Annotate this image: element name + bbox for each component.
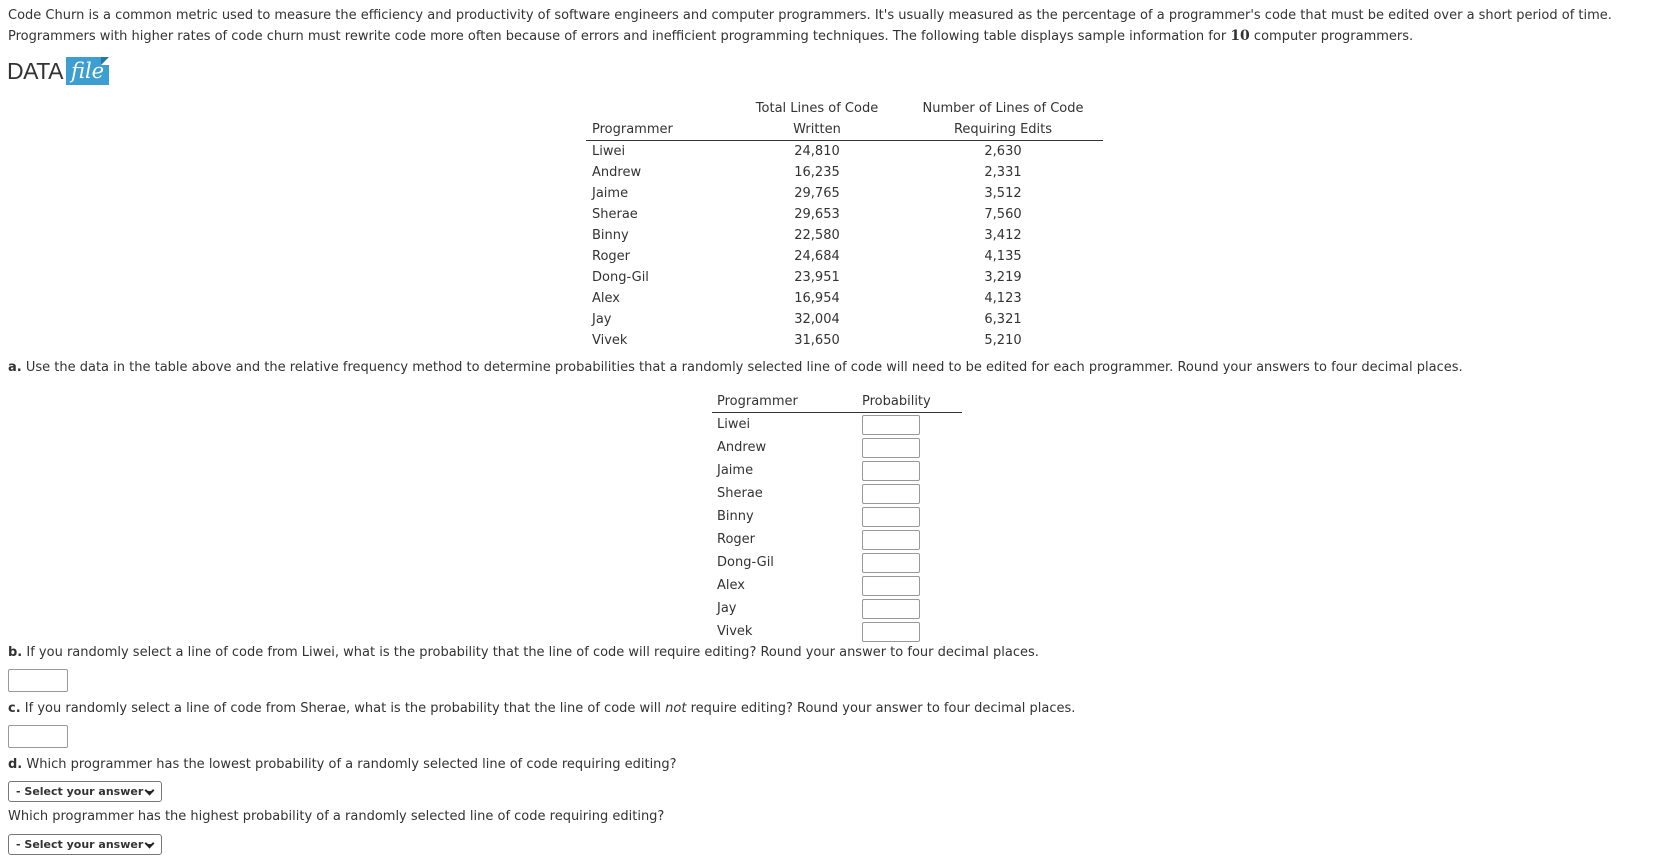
- question-a-text: Use the data in the table above and the relative frequency method to determine probabilities that a randomly selected line of code will need to be edited for each programmer. Round your answers to four decimal places.: [21, 360, 1463, 375]
- cell-programmer: Vivek: [592, 333, 628, 348]
- table-row: [586, 309, 1103, 330]
- data-file-label-data: DATA: [7, 57, 63, 84]
- cell-programmer: Jay: [592, 312, 612, 327]
- cell-edits: 3,512: [984, 186, 1022, 201]
- cell-programmer: Roger: [592, 249, 630, 264]
- probability-input-sherae[interactable]: [862, 484, 920, 504]
- question-d-highest-text: Which programmer has the highest probability of a randomly selected line of code requiring editing?: [8, 809, 665, 824]
- header-edits-bottom: Requiring Edits: [903, 119, 1103, 141]
- data-file-link[interactable]: [7, 56, 109, 86]
- probability-input-jay[interactable]: [862, 599, 920, 619]
- cell-total: 16,235: [794, 165, 840, 180]
- data-file-icon: file: [66, 57, 109, 85]
- probability-header-probability: Probability: [857, 391, 962, 413]
- cell-total: 22,580: [794, 228, 840, 243]
- header-programmer-top: [586, 98, 731, 119]
- probability-input-dong-gil[interactable]: [862, 553, 920, 573]
- probability-input-roger[interactable]: [862, 530, 920, 550]
- cell-edits: 2,630: [984, 144, 1022, 159]
- cell-programmer: Liwei: [592, 144, 626, 159]
- probability-programmer: Andrew: [717, 440, 767, 455]
- probability-programmer: Jay: [717, 601, 737, 616]
- question-c-text-before: If you randomly select a line of code from Sherae, what is the probability that the line of code will: [20, 701, 666, 716]
- header-programmer: Programmer: [586, 119, 731, 141]
- header-total-bottom: Written: [731, 119, 903, 141]
- highest-programmer-select[interactable]: [8, 834, 162, 855]
- table-row: [586, 225, 1103, 246]
- question-b-letter: b.: [8, 645, 23, 660]
- question-d: [8, 756, 677, 774]
- cell-edits: 5,210: [984, 333, 1022, 348]
- answer-c-input[interactable]: [8, 725, 68, 748]
- table-row: [586, 246, 1103, 267]
- cell-total: 31,650: [794, 333, 840, 348]
- intro-text-before: Code Churn is a common metric used to measure the efficiency and productivity of software engineers and computer programmers. It's usually measured as the percentage of a programmer's code that must be edited over a short period of time. Programmers with higher rates of code churn must rewrite code more often because of errors and inefficient programming techniques. The following table displays sample information for: [8, 8, 1612, 44]
- probability-programmer: Roger: [717, 532, 755, 547]
- intro-text-after: computer programmers.: [1249, 29, 1414, 44]
- highest-select-value: - Select your answer -: [16, 838, 152, 851]
- question-d-highest: [8, 808, 664, 826]
- cell-programmer: Binny: [592, 228, 629, 243]
- question-b-text: If you randomly select a line of code from Liwei, what is the probability that the line of code will require editing? Round your answer to four decimal places.: [22, 645, 1039, 660]
- cell-edits: 4,123: [984, 291, 1022, 306]
- probability-answer-table: [712, 391, 962, 643]
- list-item: [712, 482, 962, 505]
- list-item: [712, 597, 962, 620]
- programmer-count: 10: [1230, 28, 1250, 44]
- table-row: [586, 162, 1103, 183]
- cell-total: 16,954: [794, 291, 840, 306]
- cell-edits: 3,219: [984, 270, 1022, 285]
- cell-total: 32,004: [794, 312, 840, 327]
- cell-total: 23,951: [794, 270, 840, 285]
- cell-edits: 3,412: [984, 228, 1022, 243]
- list-item: [712, 528, 962, 551]
- list-item: [712, 505, 962, 528]
- cell-programmer: Sherae: [592, 207, 638, 222]
- cell-programmer: Jaime: [592, 186, 629, 201]
- question-a: [8, 359, 1463, 377]
- probability-input-alex[interactable]: [862, 576, 920, 596]
- cell-edits: 4,135: [984, 249, 1022, 264]
- probability-programmer: Dong-Gil: [717, 555, 774, 570]
- question-d-text: Which programmer has the lowest probability of a randomly selected line of code requiring editing?: [22, 757, 677, 772]
- probability-header-programmer: Programmer: [712, 391, 857, 413]
- answer-b-input[interactable]: [8, 669, 68, 692]
- question-b: [8, 644, 1039, 662]
- list-item: [712, 436, 962, 459]
- list-item: [712, 413, 962, 437]
- list-item: [712, 620, 962, 643]
- cell-edits: 7,560: [984, 207, 1022, 222]
- question-d-letter: d.: [8, 757, 23, 772]
- question-c-letter: c.: [8, 701, 21, 716]
- code-churn-table: [586, 98, 1103, 351]
- cell-programmer: Dong-Gil: [592, 270, 649, 285]
- table-row: [586, 204, 1103, 225]
- lowest-select-value: - Select your answer -: [16, 785, 152, 798]
- probability-programmer: Jaime: [717, 463, 754, 478]
- table-row: [586, 330, 1103, 351]
- table-row: [586, 267, 1103, 288]
- table-row: [586, 288, 1103, 309]
- probability-header-row: [712, 391, 962, 413]
- cell-programmer: Alex: [592, 291, 620, 306]
- list-item: [712, 574, 962, 597]
- list-item: [712, 551, 962, 574]
- table-row: [586, 141, 1103, 163]
- question-c-emphasis: not: [665, 701, 687, 716]
- question-a-letter: a.: [8, 360, 22, 375]
- probability-programmer: Liwei: [717, 417, 751, 432]
- cell-programmer: Andrew: [592, 165, 642, 180]
- probability-input-jaime[interactable]: [862, 461, 920, 481]
- header-edits-top: Number of Lines of Code: [922, 101, 1084, 116]
- probability-programmer: Vivek: [717, 624, 753, 639]
- probability-programmer: Binny: [717, 509, 754, 524]
- probability-input-liwei[interactable]: [862, 415, 920, 435]
- probability-input-vivek[interactable]: [862, 622, 920, 642]
- table-row: [586, 183, 1103, 204]
- cell-total: 24,810: [794, 144, 840, 159]
- probability-programmer: Sherae: [717, 486, 763, 501]
- probability-input-binny[interactable]: [862, 507, 920, 527]
- header-total-top: Total Lines of Code: [755, 101, 879, 116]
- cell-total: 29,653: [794, 207, 840, 222]
- probability-input-andrew[interactable]: [862, 438, 920, 458]
- probability-programmer: Alex: [717, 578, 745, 593]
- intro-paragraph: [8, 5, 1663, 47]
- list-item: [712, 459, 962, 482]
- cell-total: 24,684: [794, 249, 840, 264]
- table-header-row-top: [586, 98, 1103, 119]
- lowest-programmer-select[interactable]: [8, 781, 162, 802]
- cell-edits: 6,321: [984, 312, 1022, 327]
- question-c: [8, 700, 1075, 718]
- cell-total: 29,765: [794, 186, 840, 201]
- question-c-text-after: require editing? Round your answer to four decimal places.: [686, 701, 1076, 716]
- cell-edits: 2,331: [984, 165, 1022, 180]
- table-header-row-bottom: [586, 119, 1103, 141]
